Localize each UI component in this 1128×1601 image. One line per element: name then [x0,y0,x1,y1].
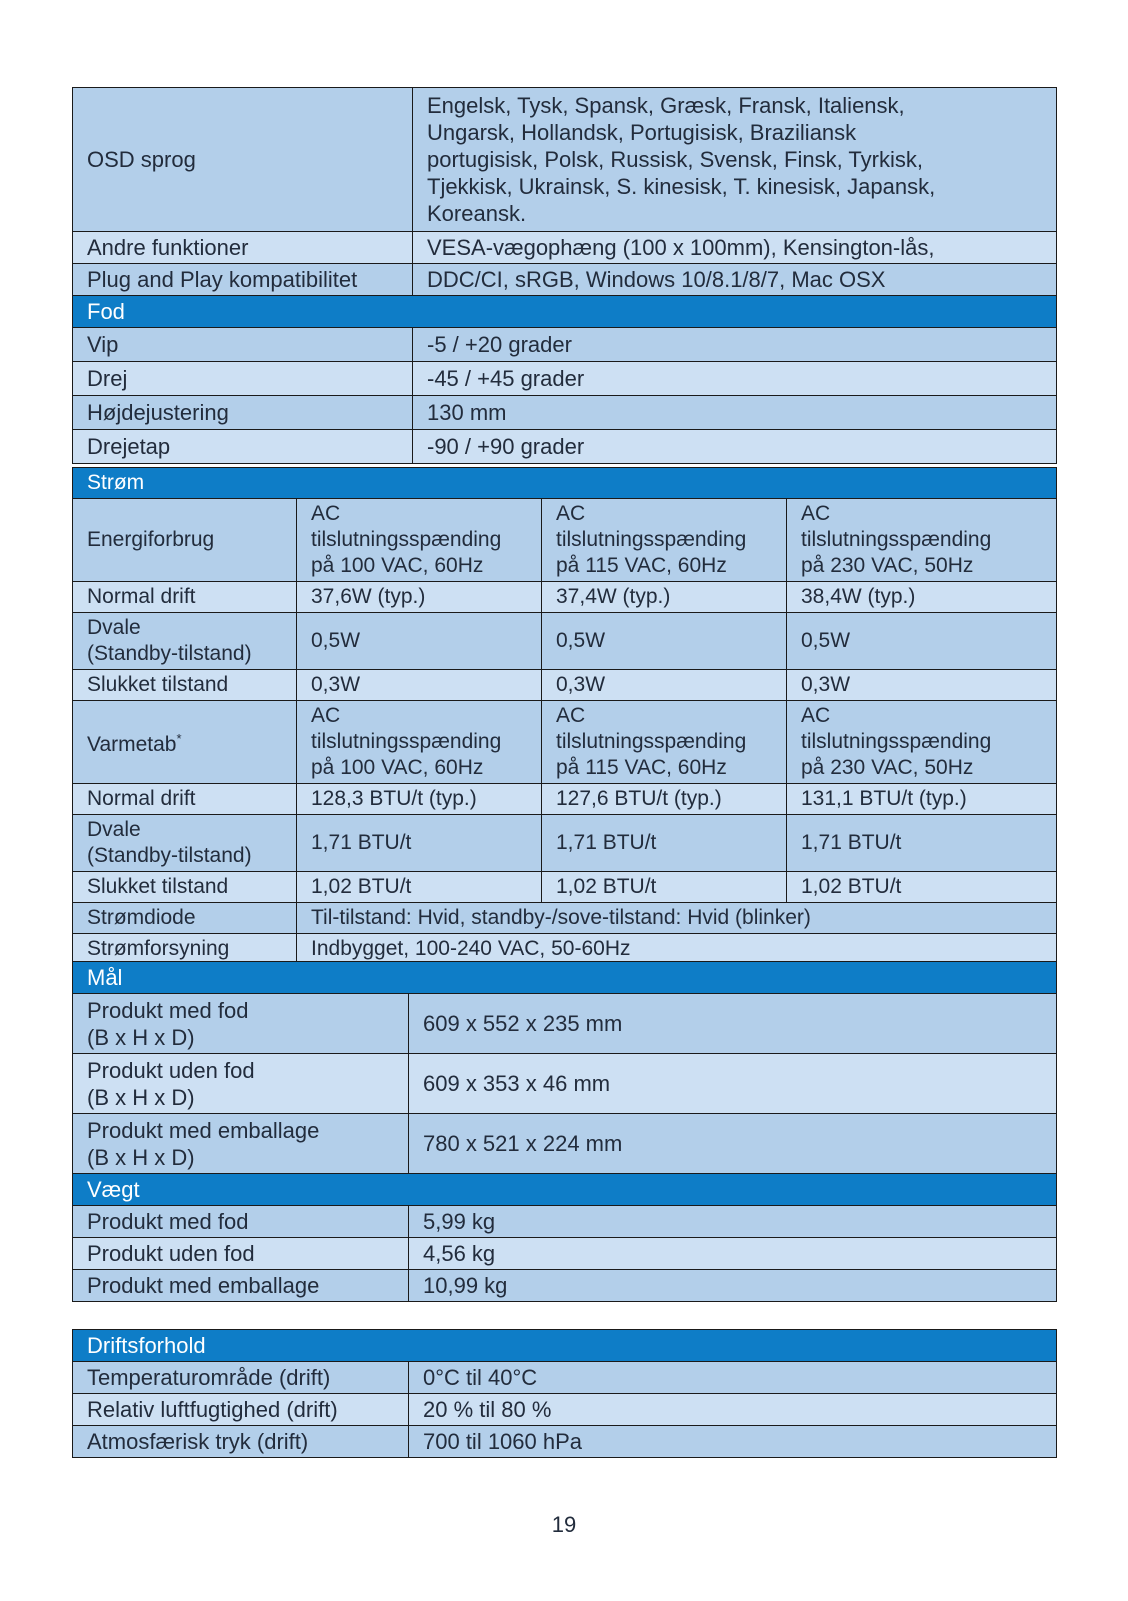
spec-value: -5 / +20 grader [413,328,1057,362]
spec-label: Produkt med fod [73,1206,409,1238]
weight-row [73,1270,1057,1302]
power-row-supply [73,934,1057,965]
voltage-cell [542,701,787,784]
voltage-line: på 100 VAC, 60Hz [311,554,484,577]
spec-label: Slukket tilstand [73,670,297,701]
section-header-stand [73,296,1057,328]
voltage-line: AC [801,704,831,727]
spec-value: -45 / +45 grader [413,362,1057,396]
voltage-cell [297,499,542,582]
spec-label: Atmosfærisk tryk (drift) [73,1426,409,1458]
spec-label: Produkt uden fod [73,1238,409,1270]
footnote-mark: * [176,731,182,746]
spec-value: 1,02 BTU/t [542,872,787,903]
spec-value: 609 x 353 x 46 mm [409,1054,1057,1114]
osd-language-line: Tjekkisk, Ukrainsk, S. kinesisk, T. kinesisk, Japansk, [427,174,936,199]
spec-label: Produkt med emballage [73,1270,409,1302]
voltage-line: AC [556,502,586,525]
spec-row-swivel [73,362,1057,396]
spec-label [73,815,297,872]
spec-value: VESA-vægophæng (100 x 100mm), Kensington-lås, [413,232,1057,264]
section-header-weight [73,1174,1057,1206]
section-title: Fod [73,296,1057,328]
label-line: (B x H x D) [87,1024,195,1050]
spec-label: Temperaturområde (drift) [73,1362,409,1394]
osd-language-line: portugisisk, Polsk, Russisk, Svensk, Finsk, Tyrkisk, [427,147,923,172]
label-line: (B x H x D) [87,1084,195,1110]
label-line: Dvale [87,616,141,639]
general-spec-table [72,87,1057,464]
voltage-line: tilslutningsspænding [556,528,747,551]
spec-label: Andre funktioner [73,232,413,264]
spec-row-height-adjustment [73,396,1057,430]
spec-value: 780 x 521 x 224 mm [409,1114,1057,1174]
voltage-line: tilslutningsspænding [311,730,502,753]
osd-language-line: Koreansk. [427,201,527,226]
spec-label: Normal drift [73,582,297,613]
heat-row-sleep [73,815,1057,872]
voltage-cell [542,499,787,582]
spec-value: 0,5W [542,613,787,670]
spec-value: 38,4W (typ.) [787,582,1057,613]
voltage-cell [787,701,1057,784]
dimensions-spec-table [72,961,1057,1302]
spec-row-pivot [73,430,1057,464]
label-line: (Standby-tilstand) [87,844,252,867]
voltage-line: AC [311,502,341,525]
power-row-heat-voltages [73,701,1057,784]
section-header-operating [73,1330,1057,1362]
voltage-line: tilslutningsspænding [801,528,992,551]
spec-label: Drejetap [73,430,413,464]
spec-label: OSD sprog [73,88,413,232]
spec-value: 127,6 BTU/t (typ.) [542,784,787,815]
section-header-dimensions [73,962,1057,994]
spec-label [73,613,297,670]
spec-value: 1,71 BTU/t [542,815,787,872]
label-line: Produkt uden fod [87,1057,255,1083]
spec-label [73,994,409,1054]
spec-value: 10,99 kg [409,1270,1057,1302]
spec-label: Plug and Play kompatibilitet [73,264,413,296]
operating-row [73,1426,1057,1458]
spec-label [73,701,297,784]
voltage-line: på 230 VAC, 50Hz [801,756,974,779]
spec-value: 37,6W (typ.) [297,582,542,613]
spec-value: 20 % til 80 % [409,1394,1057,1426]
spec-value: 1,02 BTU/t [297,872,542,903]
label-line: Produkt med fod [87,997,249,1023]
spec-value: 130 mm [413,396,1057,430]
voltage-line: tilslutningsspænding [556,730,747,753]
osd-language-line: Ungarsk, Hollandsk, Portugisisk, Braziliansk [427,120,857,145]
dimension-row [73,994,1057,1054]
spec-value: 1,71 BTU/t [787,815,1057,872]
spec-value: Indbygget, 100-240 VAC, 50-60Hz [297,934,1057,965]
voltage-line: tilslutningsspænding [801,730,992,753]
weight-row [73,1238,1057,1270]
voltage-line: AC [556,704,586,727]
voltage-cell [787,499,1057,582]
label-line: (B x H x D) [87,1144,195,1170]
spec-label: Strømforsyning [73,934,297,965]
spec-label: Relativ luftfugtighed (drift) [73,1394,409,1426]
spec-value: 0,5W [297,613,542,670]
power-row-off [73,670,1057,701]
spec-value: DDC/CI, sRGB, Windows 10/8.1/8/7, Mac OSX [413,264,1057,296]
section-title: Vægt [73,1174,1057,1206]
spec-value: 1,02 BTU/t [787,872,1057,903]
spec-value: 0°C til 40°C [409,1362,1057,1394]
heat-row-normal [73,784,1057,815]
spec-label: Slukket tilstand [73,872,297,903]
operating-row [73,1362,1057,1394]
power-row-sleep [73,613,1057,670]
spec-value: 0,3W [297,670,542,701]
spec-label: Strømdiode [73,903,297,934]
dimension-row [73,1054,1057,1114]
spec-value: 700 til 1060 hPa [409,1426,1057,1458]
page-number: 19 [551,1512,577,1537]
spec-label [73,1114,409,1174]
spec-row-tilt [73,328,1057,362]
power-row-consumption-voltages [73,499,1057,582]
dimension-row [73,1114,1057,1174]
section-title: Driftsforhold [73,1330,1057,1362]
spec-value: 128,3 BTU/t (typ.) [297,784,542,815]
spec-value: 609 x 552 x 235 mm [409,994,1057,1054]
voltage-line: på 230 VAC, 50Hz [801,554,974,577]
voltage-line: AC [801,502,831,525]
spec-label: Højdejustering [73,396,413,430]
spec-row-other-features [73,232,1057,264]
spec-value: -90 / +90 grader [413,430,1057,464]
spec-value: 4,56 kg [409,1238,1057,1270]
voltage-line: AC [311,704,341,727]
label-line: Dvale [87,818,141,841]
spec-value: 131,1 BTU/t (typ.) [787,784,1057,815]
spec-value: 0,3W [787,670,1057,701]
osd-language-line: Engelsk, Tysk, Spansk, Græsk, Fransk, Italiensk, [427,93,905,118]
spec-value: Til-tilstand: Hvid, standby-/sove-tilstand: Hvid (blinker) [297,903,1057,934]
spec-row-plug-and-play [73,264,1057,296]
weight-row [73,1206,1057,1238]
heat-row-off [73,872,1057,903]
operating-spec-table [72,1329,1057,1458]
spec-label: Vip [73,328,413,362]
voltage-line: på 100 VAC, 60Hz [311,756,484,779]
spec-label: Drej [73,362,413,396]
spec-label [73,1054,409,1114]
heat-label-text: Varmetab [87,733,177,756]
operating-row [73,1394,1057,1426]
spec-value: 0,5W [787,613,1057,670]
voltage-line: på 115 VAC, 60Hz [556,756,727,779]
power-row-led [73,903,1057,934]
section-header-power [73,468,1057,499]
spec-label: Normal drift [73,784,297,815]
spec-value: 5,99 kg [409,1206,1057,1238]
spec-value: 37,4W (typ.) [542,582,787,613]
section-title: Mål [73,962,1057,994]
label-line: (Standby-tilstand) [87,642,252,665]
spec-label: Energiforbrug [73,499,297,582]
label-line: Produkt med emballage [87,1117,320,1143]
spec-value [413,88,1057,232]
spec-value: 1,71 BTU/t [297,815,542,872]
spec-row-osd-language [73,88,1057,232]
spec-value: 0,3W [542,670,787,701]
power-row-normal [73,582,1057,613]
voltage-line: på 115 VAC, 60Hz [556,554,727,577]
voltage-cell [297,701,542,784]
power-spec-table [72,467,1057,965]
voltage-line: tilslutningsspænding [311,528,502,551]
section-title: Strøm [73,468,1057,499]
